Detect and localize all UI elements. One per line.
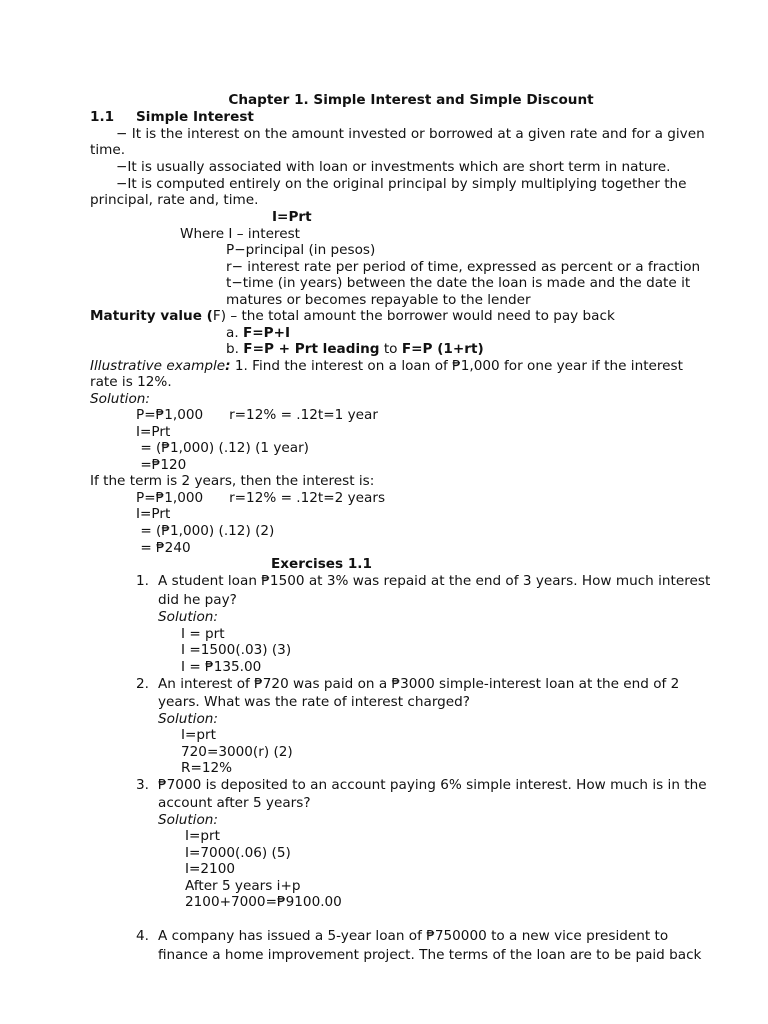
- where-line: matures or becomes repayable to the lender: [226, 292, 531, 308]
- exercise-text: An interest of ₱720 was paid on a ₱3000 simple-interest loan at the end of 2: [158, 676, 680, 692]
- exercise-number: 2.: [136, 676, 149, 692]
- definition-line: principal, rate and, time.: [90, 192, 259, 208]
- formula: I=Prt: [272, 209, 312, 225]
- solution-line: P=₱1,000 r=12% = .12t=1 year: [136, 407, 378, 423]
- definition-line: time.: [90, 142, 126, 158]
- maturity-formula-a: [226, 325, 290, 341]
- exercise-number: 1.: [136, 573, 149, 589]
- where-line: P−principal (in pesos): [226, 242, 376, 258]
- exercise-text: finance a home improvement project. The terms of the loan are to be paid back: [158, 947, 702, 963]
- solution-work: R=12%: [181, 760, 233, 776]
- solution-work: I=prt: [185, 828, 220, 844]
- maturity-letter: F: [212, 308, 221, 324]
- formula-b-prefix: b.: [226, 341, 244, 357]
- section-number: 1.1: [90, 109, 115, 125]
- solution-line: =₱120: [136, 457, 187, 473]
- solution-work: I = prt: [181, 626, 225, 642]
- exercise-number: 4.: [136, 928, 149, 944]
- solution-work: After 5 years i+p: [185, 878, 301, 894]
- maturity-formula-b: [226, 341, 484, 357]
- illustrative-colon: :: [225, 358, 231, 374]
- exercise-text: account after 5 years?: [158, 795, 311, 811]
- solution-label: Solution:: [158, 812, 218, 828]
- solution-label: Solution:: [158, 609, 218, 625]
- exercise-number: 3.: [136, 777, 149, 793]
- maturity-desc: – the total amount the borrower would need to pay back: [226, 308, 615, 324]
- definition-line: −It is computed entirely on the original principal by simply multiplying together the: [116, 176, 687, 192]
- where-line: r− interest rate per period of time, expressed as percent or a fraction: [226, 259, 701, 275]
- solution-line: = ₱240: [136, 540, 191, 556]
- solution-work: I=7000(.06) (5): [185, 845, 291, 861]
- illustrative-text: 1. Find the interest on a loan of ₱1,000 for one year if the interest: [230, 358, 683, 374]
- solution-line: = (₱1,000) (.12) (1 year): [136, 440, 309, 456]
- solution-label: Solution:: [158, 711, 218, 727]
- where-line: Where I – interest: [180, 226, 300, 242]
- solution-line: = (₱1,000) (.12) (2): [136, 523, 275, 539]
- maturity-label: Maturity value (: [90, 308, 213, 324]
- solution-work: 2100+7000=₱9100.00: [185, 894, 342, 910]
- section-title: Simple Interest: [136, 109, 254, 125]
- illustrative-label: Illustrative example: [90, 358, 226, 374]
- exercises-title: Exercises 1.1: [271, 556, 372, 572]
- maturity-close: ): [220, 308, 227, 324]
- maturity-definition: [90, 308, 615, 324]
- solution-work: I=prt: [181, 727, 216, 743]
- solution-line: I=Prt: [136, 506, 171, 522]
- if-term-line: If the term is 2 years, then the interest is:: [90, 473, 375, 489]
- exercise-text: A student loan ₱1500 at 3% was repaid at the end of 3 years. How much interest: [158, 573, 711, 589]
- formula-b-part1: F=P + Prt leading: [243, 341, 380, 357]
- exercise-text: years. What was the rate of interest charged?: [158, 694, 471, 710]
- solution-work: I=2100: [185, 861, 235, 877]
- formula-a-prefix: a.: [226, 325, 243, 341]
- exercise-text: ₱7000 is deposited to an account paying 6% simple interest. How much is in the: [158, 777, 707, 793]
- solution-work: I =1500(.03) (3): [181, 642, 292, 658]
- illustrative-text-cont: rate is 12%.: [90, 374, 172, 390]
- definition-line: −It is usually associated with loan or investments which are short term in nature.: [116, 159, 671, 175]
- solution-work: I = ₱135.00: [181, 659, 262, 675]
- solution-line: P=₱1,000 r=12% = .12t=2 years: [136, 490, 386, 506]
- solution-label: Solution:: [90, 391, 150, 407]
- definition-line: − It is the interest on the amount invested or borrowed at a given rate and for a given: [116, 126, 705, 142]
- solution-work: 720=3000(r) (2): [181, 744, 293, 760]
- chapter-title: Chapter 1. Simple Interest and Simple Discount: [228, 92, 594, 108]
- formula-b-to: to: [379, 341, 402, 357]
- illustrative-example: [90, 358, 683, 374]
- where-line: t−time (in years) between the date the loan is made and the date it: [226, 275, 691, 291]
- exercise-text: did he pay?: [158, 592, 237, 608]
- formula-a: F=P+I: [242, 325, 291, 341]
- exercise-text: A company has issued a 5-year loan of ₱750000 to a new vice president to: [158, 928, 669, 944]
- formula-b-part2: F=P (1+rt): [401, 341, 484, 357]
- solution-line: I=Prt: [136, 424, 171, 440]
